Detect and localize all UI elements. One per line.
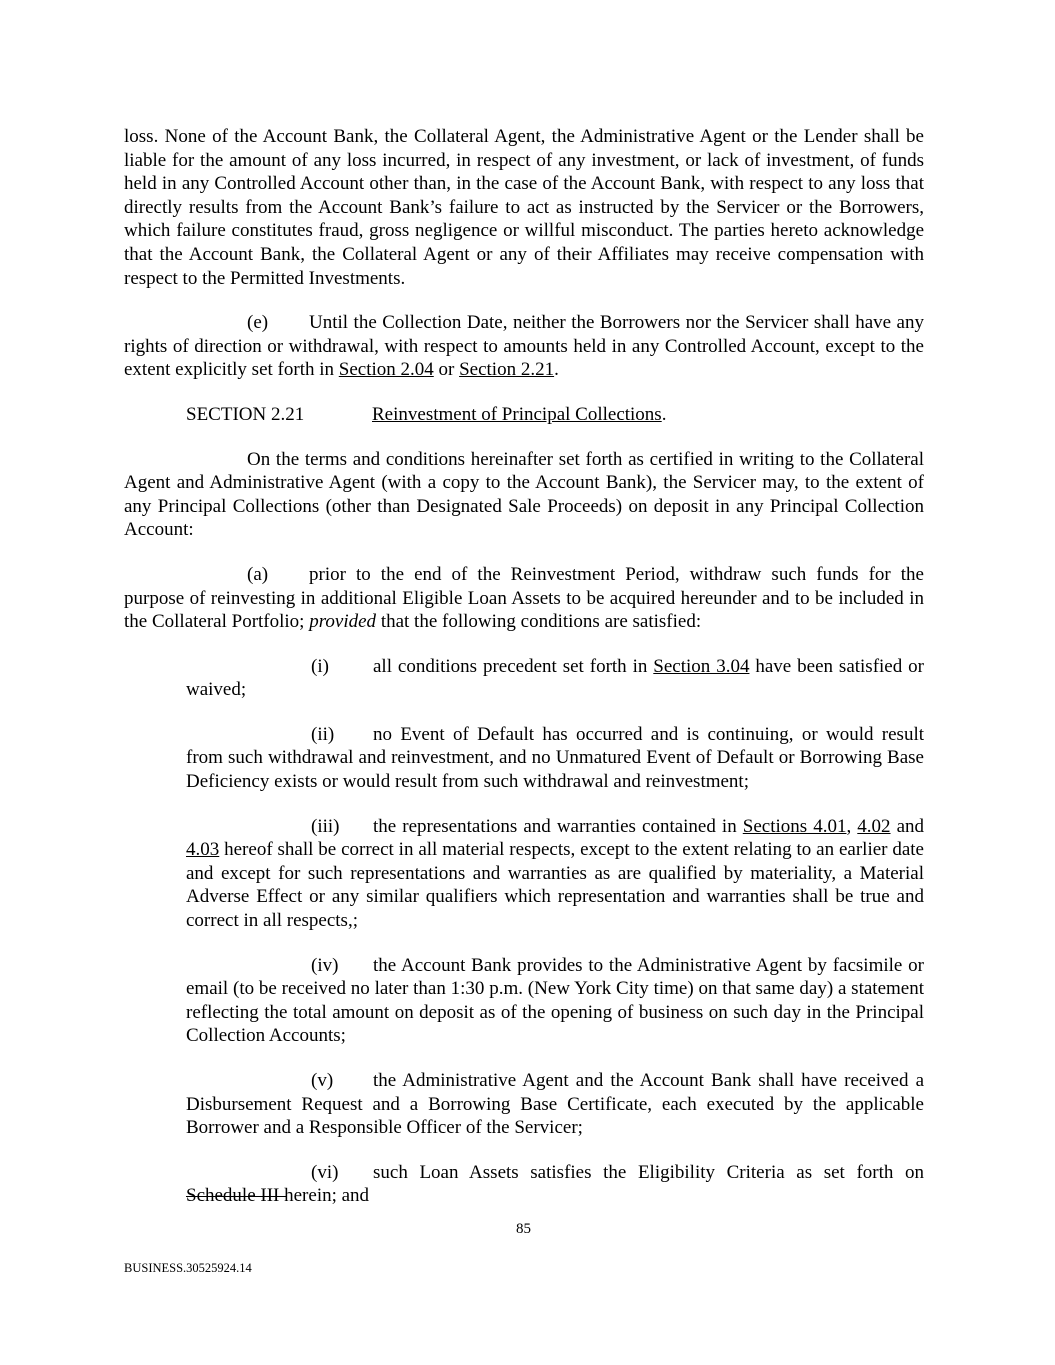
paragraph-intro: On the terms and conditions hereinafter set forth as certified in writing to the Collateral Agent and Administrative Agent (with a copy to the Account Bank), the Servicer may, to the extent of any Principal Collections (other than Designated Sale Proceeds) on deposit in any Principal Collection Account: (124, 448, 924, 541)
text-fragment: that the following conditions are satisfied: (376, 611, 702, 633)
item-label: (iii) (311, 815, 340, 837)
item-text: the Administrative Agent and the Account Bank shall have received a Disbursement Request and a Borrowing Base Certificate, each executed by the applicable Borrower and a Responsible Officer of the Servicer; (186, 1070, 924, 1139)
text-fragment: . (554, 359, 559, 381)
paragraph-text: prior to the end of the Reinvestment Period, withdraw such funds for the purpose of reinvesting in additional Eligible Loan Assets to be acquired hereunder and to be included in the Collateral Portfolio; (124, 563, 924, 633)
section-reference: Section 2.04 (338, 359, 434, 381)
text-fragment: have been satisfied or waived; (186, 655, 924, 701)
text-fragment: , (846, 815, 858, 837)
paragraph-e (124, 311, 924, 382)
section-heading (124, 403, 924, 427)
paragraph-label: (a) (247, 563, 269, 585)
item-label: (ii) (311, 723, 335, 745)
paragraph-a (124, 563, 924, 634)
section-title: Reinvestment of Principal Collections (372, 403, 662, 425)
page-number: 85 (516, 1221, 531, 1237)
provided-term: provided (309, 611, 377, 633)
item-text: the representations and warranties contained in (373, 815, 743, 837)
item-text: such Loan Assets satisfies the Eligibility Criteria as set forth on Schedule III herein; and (186, 1161, 924, 1207)
section-reference: Section 3.04 (653, 655, 750, 677)
item-text: no Event of Default has occurred and is continuing, or would result from such withdrawal and reinvestment, and no Unmatured Event of Default or Borrowing Base Deficiency exists or would result from such withdrawal and reinvestment; (186, 723, 924, 793)
item-label: (vi) (311, 1161, 339, 1183)
paragraph-loss: loss. None of the Account Bank, the Collateral Agent, the Administrative Agent or the Lender shall be liable for the amount of any loss incurred, in respect of any investment, or lack of investment, of funds held in any Controlled Account other than, in the case of the Account Bank, with respect to any loss that directly results from the Account Bank’s failure to act as instructed by the Servicer or the Borrowers, which failure constitutes fraud, gross negligence or willful misconduct. The parties hereto acknowledge that the Account Bank, the Collateral Agent or any of their Affiliates may receive compensation with respect to the Permitted Investments. (124, 126, 924, 289)
item-text: the Account Bank provides to the Administrative Agent by facsimile or email (to be received no later than 1:30 p.m. (New York City time) on that same day) a statement reflecting the total amount on deposit as of the opening of business on such day in the Principal Collection Accounts; (186, 954, 924, 1047)
item-label: (i) (311, 655, 329, 677)
item-v (186, 1069, 924, 1140)
text-fragment: and (890, 815, 925, 837)
section-reference: 4.02 (857, 815, 891, 837)
section-reference: 4.03 (186, 839, 220, 861)
item-label: (v) (311, 1070, 334, 1091)
item-vi (186, 1161, 924, 1208)
section-number: SECTION 2.21 (186, 403, 305, 425)
paragraph-text: Until the Collection Date, neither the Borrowers nor the Servicer shall have any rights of direction or withdrawal, with respect to amounts held in any Controlled Account, except to the extent explicitly set forth in (124, 312, 924, 381)
section-reference: Section 2.21 (459, 359, 555, 381)
text-fragment: . (661, 403, 667, 425)
paragraph-label: (e) (247, 312, 269, 334)
footnote-rule (186, 1196, 286, 1197)
document-body (124, 125, 924, 1208)
section-reference: Sections 4.01 (742, 815, 847, 837)
text-fragment: hereof shall be correct in all material respects, except to the extent relating to an earlier date and except for such representations and warranties as are qualified by materiality, a Material Adverse Effect or any similar qualifiers which representation and warranties shall be true and correct in all respects,; (186, 839, 924, 932)
item-iii (186, 815, 924, 933)
document-id: BUSINESS.30525924.14 (124, 1261, 252, 1275)
text-fragment: or (433, 359, 460, 381)
item-label: (iv) (311, 954, 339, 976)
item-i (186, 655, 924, 702)
item-ii (186, 723, 924, 794)
item-text: all conditions precedent set forth in (373, 655, 654, 677)
item-iv (186, 954, 924, 1048)
